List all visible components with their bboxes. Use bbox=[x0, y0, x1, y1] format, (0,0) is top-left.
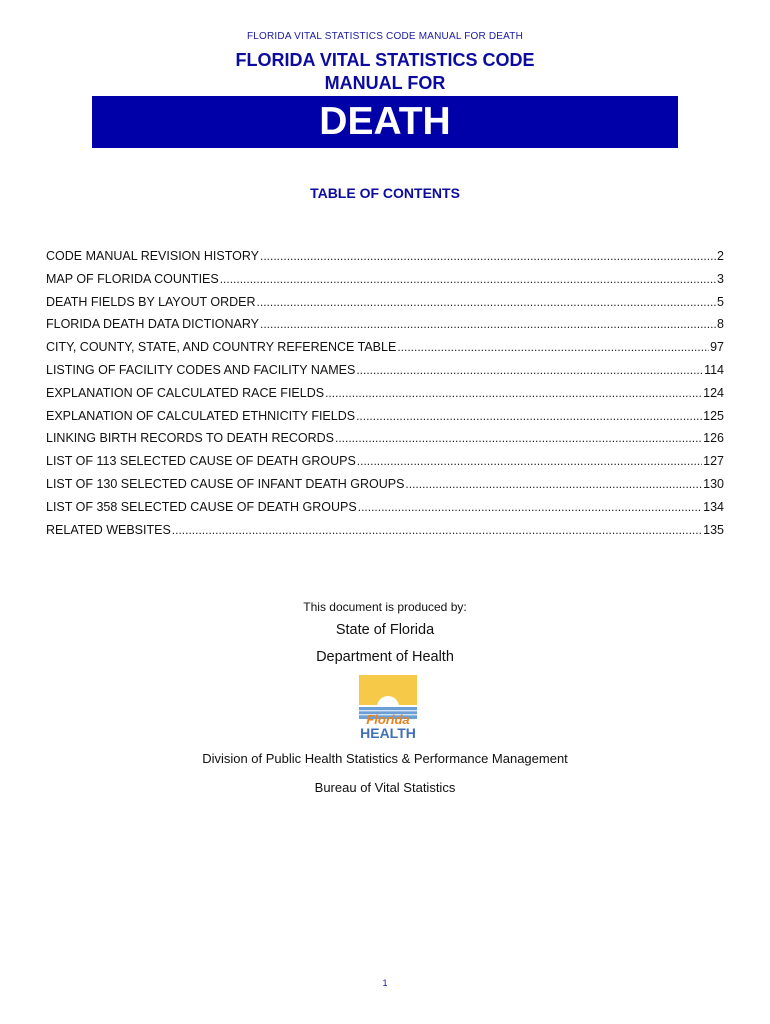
toc-entry[interactable] bbox=[46, 317, 724, 340]
toc-entry-title: DEATH FIELDS BY LAYOUT ORDER bbox=[46, 294, 256, 309]
logo-line1: Florida bbox=[366, 712, 410, 727]
toc-entry-page: 134 bbox=[703, 499, 724, 514]
toc-entry-title: EXPLANATION OF CALCULATED RACE FIELDS bbox=[46, 385, 325, 400]
toc-entry-title: LINKING BIRTH RECORDS TO DEATH RECORDS bbox=[46, 431, 335, 446]
toc-entry-page: 130 bbox=[703, 476, 724, 491]
toc-entry[interactable] bbox=[46, 340, 724, 363]
florida-health-logo bbox=[359, 675, 417, 741]
toc-entry[interactable] bbox=[46, 409, 724, 432]
dot-leader bbox=[257, 295, 717, 309]
toc-entry-title: LISTING OF FACILITY CODES AND FACILITY NAMES bbox=[46, 362, 356, 377]
dot-leader bbox=[325, 386, 702, 400]
toc-entry[interactable] bbox=[46, 386, 724, 409]
table-of-contents bbox=[46, 249, 724, 545]
toc-entry[interactable] bbox=[46, 500, 724, 523]
toc-entry[interactable] bbox=[46, 249, 724, 272]
dot-leader bbox=[405, 477, 702, 491]
toc-entry-title: LIST OF 130 SELECTED CAUSE OF INFANT DEATH GROUPS bbox=[46, 476, 405, 491]
dot-leader bbox=[260, 317, 716, 331]
toc-entry-title: MAP OF FLORIDA COUNTIES bbox=[46, 271, 219, 286]
division-name: Division of Public Health Statistics & Performance Management bbox=[202, 751, 568, 766]
department-name: Department of Health bbox=[316, 649, 454, 665]
toc-entry[interactable] bbox=[46, 272, 724, 295]
toc-entry-page: 126 bbox=[703, 431, 724, 446]
toc-entry-page: 2 bbox=[717, 249, 724, 263]
logo-line2: HEALTH bbox=[360, 725, 416, 741]
toc-entry-page: 135 bbox=[703, 522, 724, 537]
bureau-name: Bureau of Vital Statistics bbox=[314, 780, 456, 795]
toc-entry-title: EXPLANATION OF CALCULATED ETHNICITY FIELDS bbox=[46, 408, 356, 423]
toc-entry-title: CITY, COUNTY, STATE, AND COUNTRY REFERENCE TABLE bbox=[46, 340, 397, 355]
toc-entry-page: 125 bbox=[703, 408, 724, 423]
dot-leader bbox=[335, 431, 702, 445]
page-number: 1 bbox=[382, 978, 388, 988]
toc-entry-page: 114 bbox=[704, 362, 724, 377]
toc-entry[interactable] bbox=[46, 523, 724, 546]
document-title-line-1: FLORIDA VITAL STATISTICS CODE bbox=[235, 50, 535, 70]
toc-entry[interactable] bbox=[46, 295, 724, 318]
toc-entry[interactable] bbox=[46, 431, 724, 454]
death-banner bbox=[92, 96, 678, 148]
toc-entry-page: 3 bbox=[717, 271, 724, 286]
dot-leader bbox=[260, 249, 716, 263]
toc-entry-title: LIST OF 358 SELECTED CAUSE OF DEATH GROUPS bbox=[46, 499, 357, 514]
produced-by-label: This document is produced by: bbox=[303, 600, 467, 614]
toc-entry-page: 124 bbox=[703, 385, 724, 400]
dot-leader bbox=[358, 500, 702, 514]
dot-leader bbox=[220, 272, 716, 286]
dot-leader bbox=[397, 340, 709, 354]
dot-leader bbox=[357, 454, 702, 468]
toc-entry[interactable] bbox=[46, 477, 724, 500]
toc-entry-page: 5 bbox=[717, 294, 724, 309]
toc-entry[interactable] bbox=[46, 454, 724, 477]
toc-entry-title: FLORIDA DEATH DATA DICTIONARY bbox=[46, 317, 259, 332]
running-header: FLORIDA VITAL STATISTICS CODE MANUAL FOR DEATH bbox=[246, 31, 524, 42]
florida-health-logo-icon bbox=[359, 675, 417, 741]
dot-leader bbox=[356, 409, 702, 423]
dot-leader bbox=[356, 363, 703, 377]
dot-leader bbox=[172, 523, 702, 537]
state-name: State of Florida bbox=[335, 622, 435, 638]
toc-entry-title: LIST OF 113 SELECTED CAUSE OF DEATH GROUPS bbox=[46, 454, 356, 469]
toc-entry-page: 127 bbox=[703, 454, 724, 469]
document-title-line-2: MANUAL FOR bbox=[324, 73, 446, 93]
banner-text: DEATH bbox=[319, 100, 451, 143]
toc-entry-title: CODE MANUAL REVISION HISTORY bbox=[46, 249, 260, 263]
toc-entry-page: 97 bbox=[710, 340, 724, 355]
toc-entry[interactable] bbox=[46, 363, 724, 386]
toc-heading: TABLE OF CONTENTS bbox=[310, 185, 460, 201]
toc-entry-title: RELATED WEBSITES bbox=[46, 522, 171, 537]
toc-entry-page: 8 bbox=[717, 317, 724, 332]
